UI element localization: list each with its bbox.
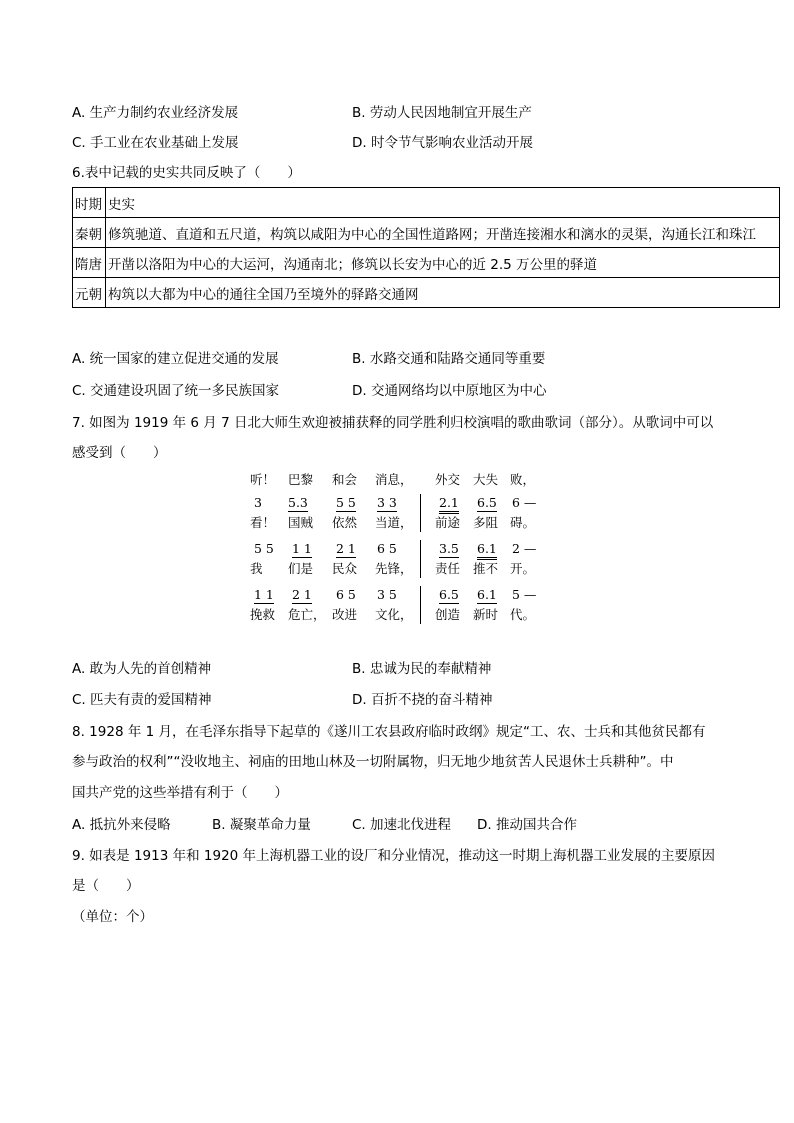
song-lyric: 危亡， [288,607,326,622]
song-bar-line [420,540,421,578]
song-bar-line [420,586,421,624]
song-lyric: 责任 [435,561,461,576]
song-lyric: 当道， [375,515,413,530]
song-lyric: 挽救 [250,607,276,622]
song-note: 6 5 [377,541,397,556]
song-lyric: 看！ [250,515,276,530]
q7-option-d: D. 百折不挠的奋斗精神 [352,692,493,708]
song-note: 1 1 [254,587,274,602]
table-row [73,218,780,248]
table-cell-fact: 构筑以大都为中心的通往全国乃至境外的驿路交通网 [106,278,780,308]
song-lyric: 代。 [510,607,536,622]
song-note: 2 — [512,541,537,556]
song-lyric: 我 [250,561,263,576]
table-header-row [73,188,780,218]
song-note: 5 5 [254,541,274,556]
song-lyric: 新时 [473,607,499,622]
song-note: 5 — [512,587,537,602]
song-header-word: 败， [510,472,536,487]
song-lyric: 文化， [375,607,413,622]
song-note: 3 [254,495,262,510]
song-lyric: 民众 [332,561,358,576]
song-note: 2.1 [439,495,459,514]
song-header-word: 消息， [375,472,413,487]
q8-stem-line2: 参与政治的权利”“没收地主、祠庙的田地山林及一切附属物，归无地少地贫苦人民退休士兵耕种”。中 [72,754,674,770]
q8-stem-line1: 8. 1928 年 1 月，在毛泽东指导下起草的《遂川工农县政府临时政纲》规定“工、农、士兵和其他贫民都有 [72,724,706,740]
song-lyric: 前途 [435,515,461,530]
q8-option-a: A. 抵抗外来侵略 [72,817,171,833]
q7-option-c: C. 匹夫有责的爱国精神 [72,692,212,708]
song-note: 6.5 [439,587,459,602]
song-header-word: 听！ [250,472,276,487]
song-lyric: 国贼 [288,515,314,530]
song-header-word: 大失 [473,472,499,487]
table-cell-fact: 开凿以洛阳为中心的大运河，沟通南北；修筑以长安为中心的近 2.5 万公里的驿道 [106,248,780,278]
song-header-word: 和会 [332,472,358,487]
table-cell-period: 隋唐 [73,248,106,278]
q7-stem-line1: 7. 如图为 1919 年 6 月 7 日北大师生欢迎被捕获释的同学胜利归校演唱的歌曲歌词（部分）。从歌词中可以 [72,415,714,431]
song-note: 3 3 [377,495,397,510]
q7-option-a: A. 敢为人先的首创精神 [72,661,212,677]
song-lyric: 推不 [473,561,499,576]
q8-stem-line3: 国共产党的这些举措有利于（ ） [72,785,288,801]
song-lyric: 碍。 [510,515,536,530]
song-header-word: 巴黎 [288,472,314,487]
q8-option-c: C. 加速北伐进程 [352,817,452,833]
q5-option-d: D. 时令节气影响农业活动开展 [352,135,533,151]
song-lyric: 改进 [332,607,358,622]
table-row [73,278,780,308]
song-bar-line [420,494,421,532]
song-note: 1 1 [292,541,312,556]
q6-option-d: D. 交通网络均以中原地区为中心 [352,383,547,399]
song-note: 2 1 [336,541,356,556]
table-header-period: 时期 [73,188,106,218]
q6-history-table [72,187,780,308]
song-note: 6.1 [477,541,497,560]
q5-option-a: A. 生产力制约农业经济发展 [72,105,239,121]
song-note: 6.5 [477,495,497,510]
song-lyric: 依然 [332,515,358,530]
table-cell-period: 元朝 [73,278,106,308]
q5-option-c: C. 手工业在农业基础上发展 [72,135,239,151]
q6-option-c: C. 交通建设巩固了统一多民族国家 [72,383,280,399]
table-header-fact: 史实 [106,188,780,218]
table-row [73,248,780,278]
q7-stem-line2: 感受到（ ） [72,445,167,461]
q6-option-a: A. 统一国家的建立促进交通的发展 [72,351,279,367]
song-note: 2 1 [292,587,312,602]
q8-option-d: D. 推动国共合作 [477,817,577,833]
song-lyric: 创造 [435,607,461,622]
song-note: 3 5 [377,587,397,602]
q7-option-b: B. 忠诚为民的奉献精神 [352,661,492,677]
song-note: 5.3 [288,495,308,510]
q9-stem-line2: 是（ ） [72,878,140,894]
song-header-word: 外交 [435,472,461,487]
table-cell-period: 秦朝 [73,218,106,248]
song-lyric: 们是 [288,561,314,576]
q6-stem: 6.表中记载的史实共同反映了（ ） [72,165,301,181]
song-lyric: 开。 [510,561,536,576]
table-cell-fact: 修筑驰道、直道和五尺道，构筑以咸阳为中心的全国性道路网；开凿连接湘水和漓水的灵渠，沟通长江和珠江 [106,218,780,248]
song-note: 6 5 [336,587,356,602]
song-lyric: 先锋， [375,561,413,576]
song-score-image [248,468,548,628]
song-note: 6 — [512,495,537,510]
song-note: 3.5 [439,541,459,556]
q6-option-b: B. 水路交通和陆路交通同等重要 [352,351,546,367]
song-note: 6.1 [477,587,497,602]
q9-stem-line1: 9. 如表是 1913 年和 1920 年上海机器工业的设厂和分业情况，推动这一时期上海机器工业发展的主要原因 [72,848,716,864]
q8-option-b: B. 凝聚革命力量 [212,817,311,833]
song-lyric: 多阻 [473,515,499,530]
q5-option-b: B. 劳动人民因地制宜开展生产 [352,105,532,121]
q9-unit-note: （单位：个） [72,909,153,925]
song-note: 5 5 [336,495,356,510]
